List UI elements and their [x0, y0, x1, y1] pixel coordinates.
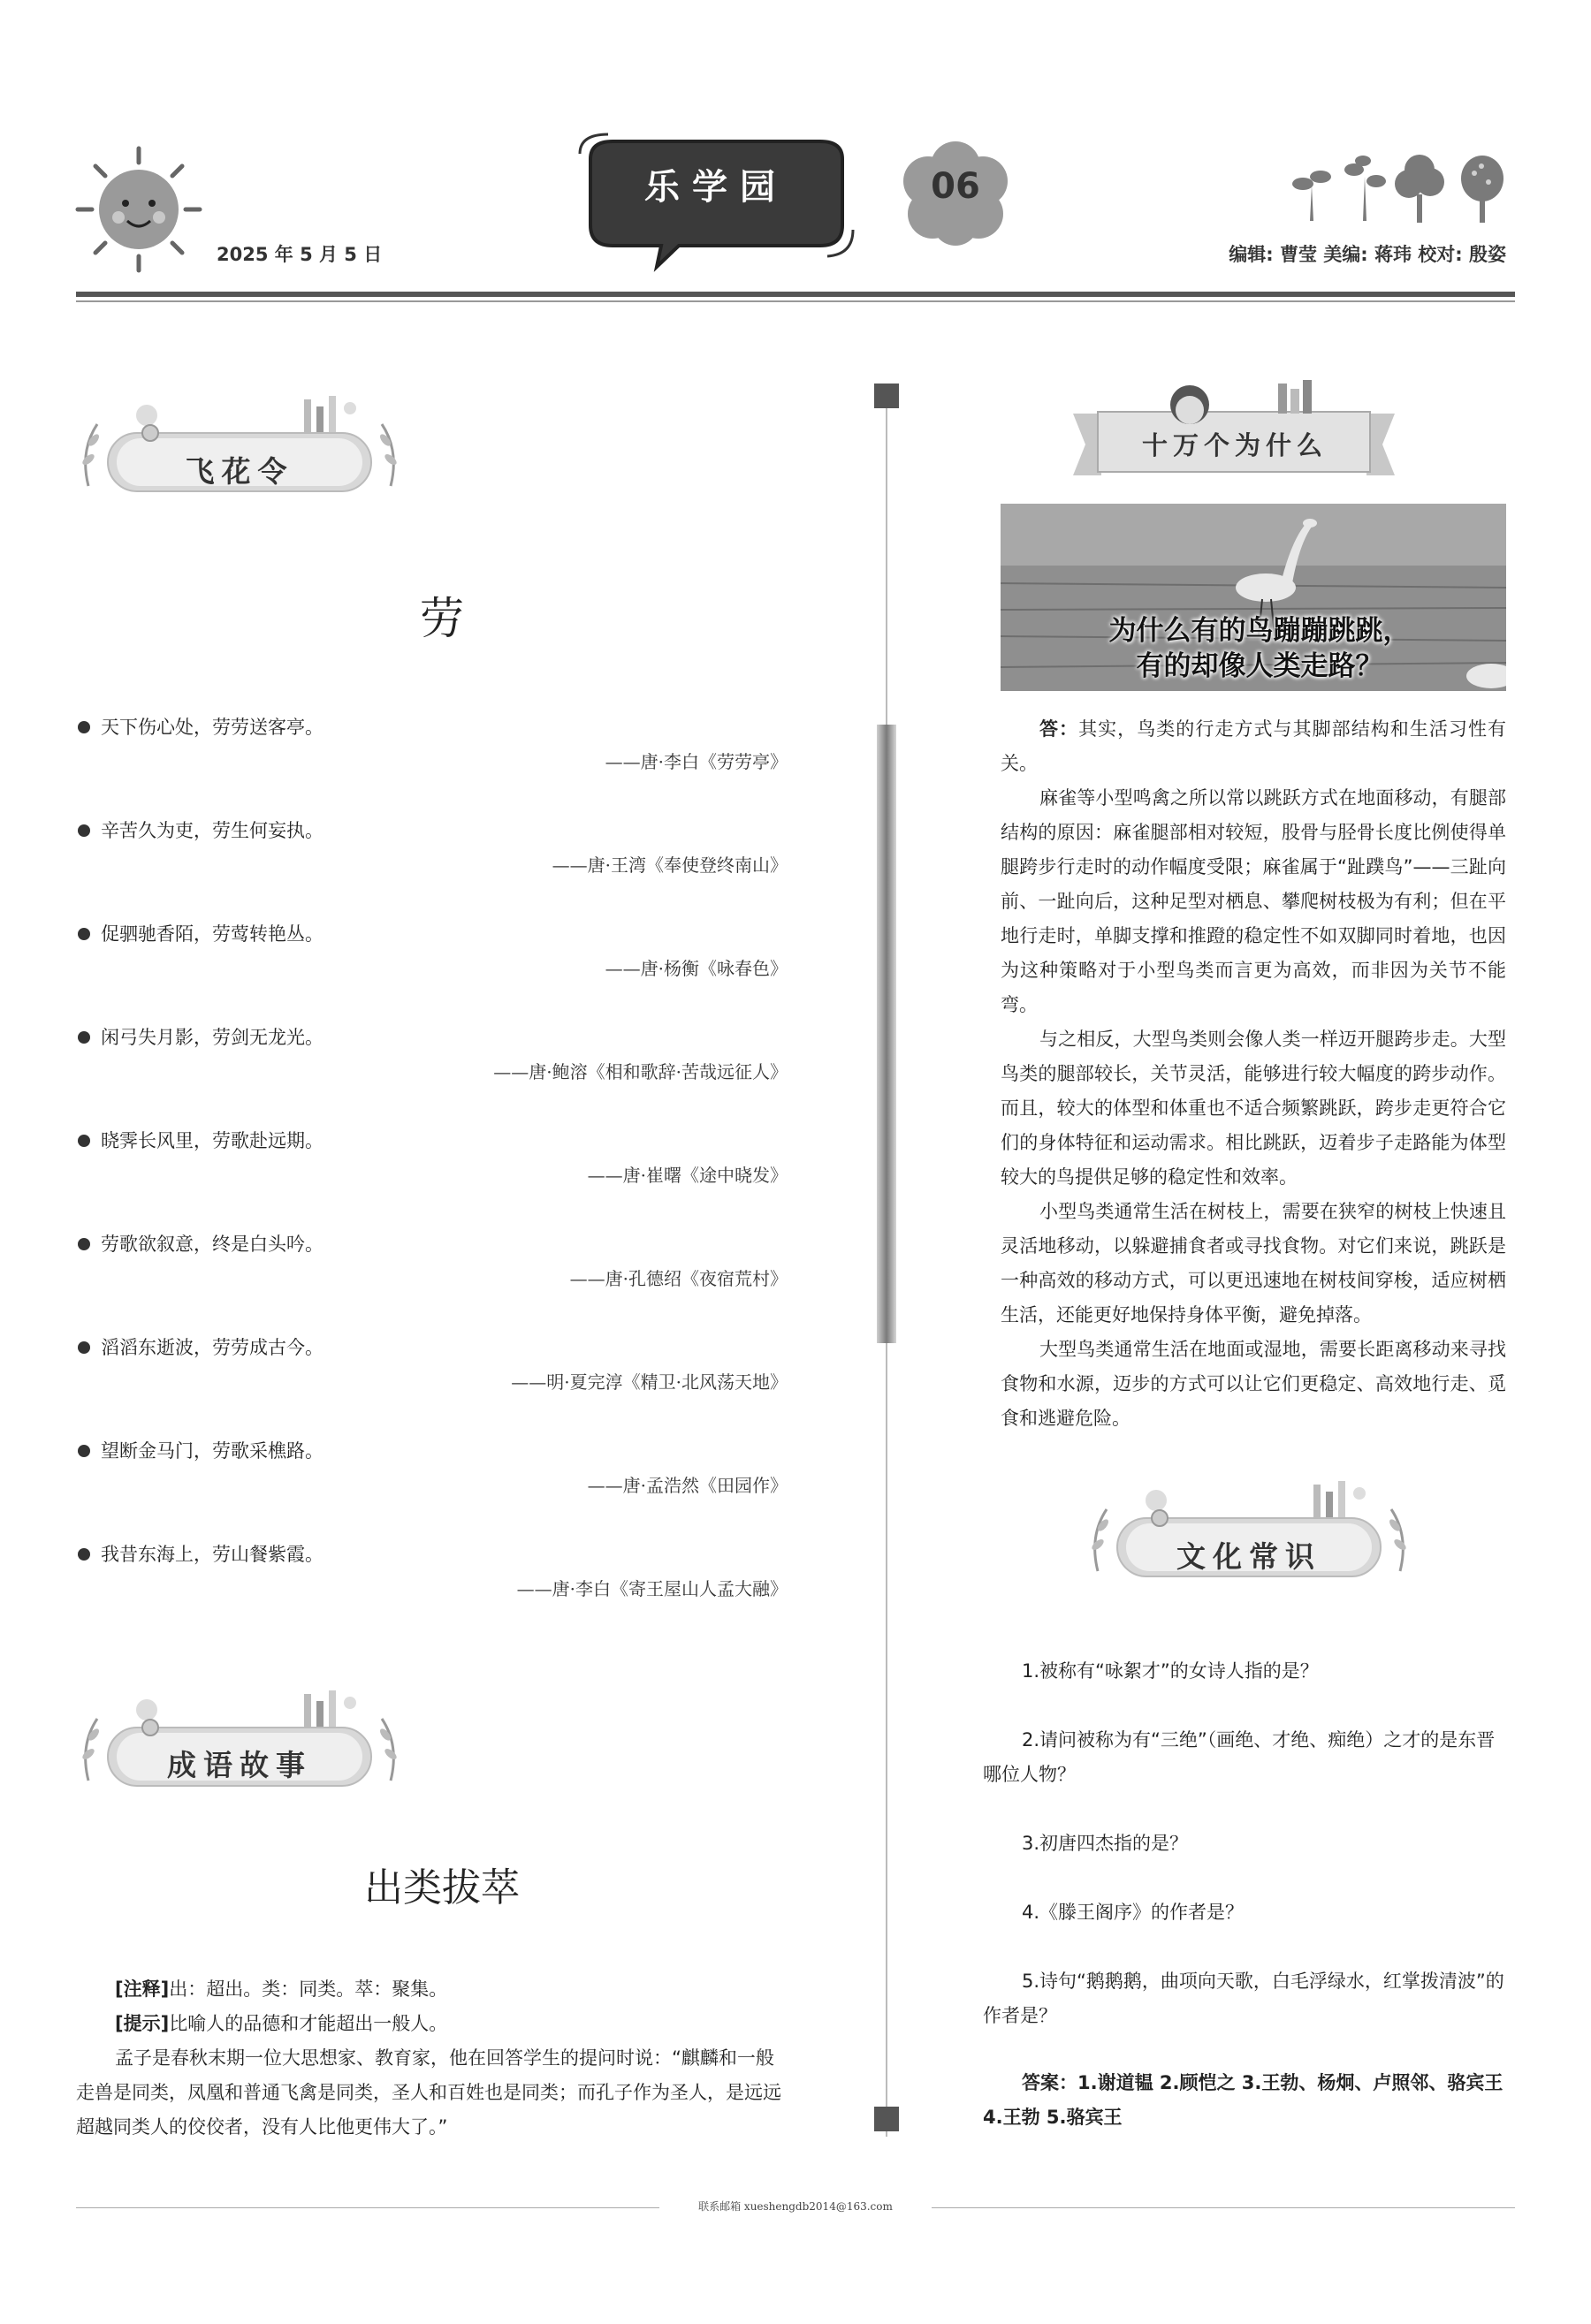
poem-line: 晓霁长风里，劳歌赴远期。 — [76, 1128, 788, 1154]
poem-item — [76, 1024, 788, 1128]
idiom-hint — [76, 2007, 788, 2041]
poem-list — [76, 714, 788, 1644]
poem-source: ——唐·鲍溶《相和歌辞·苦哉远征人》 — [493, 1061, 788, 1082]
photo-question-line1: 为什么有的鸟蹦蹦跳跳， — [1108, 615, 1411, 647]
quiz-question: 2.请问被称为有“三绝”（画绝、才绝、痴绝）之才的是东晋哪位人物？ — [983, 1729, 1496, 1785]
quiz-question: 5.诗句“鹅鹅鹅，曲项向天歌，白毛浮绿水，红掌拨清波”的作者是？ — [983, 1971, 1504, 2026]
quiz-question: 1.被称有“咏絮才”的女诗人指的是？ — [1022, 1660, 1319, 1682]
poem-line: 天下伤心处，劳劳送客亭。 — [76, 714, 788, 740]
section-title-culture: 文化常识 — [1176, 1539, 1321, 1574]
note-label: [注释] — [115, 1978, 170, 2000]
quiz-question: 3.初唐四杰指的是？ — [1022, 1833, 1189, 1854]
sun-icon — [72, 143, 205, 276]
article-paragraph: 小型鸟类通常生活在树枝上，需要在狭窄的树枝上快速且灵活地移动，以躲避捕食者或寻找食物。对它们来说，跳跃是一种高效的移动方式，可以更迅速地在树枝间穿梭，适应树栖生活，还能更好地保持身体平衡，避免掉落。 — [1001, 1201, 1506, 1325]
footer-contact: 联系邮箱 xueshengdb2014@163.com — [698, 2200, 893, 2213]
poem-line: 滔滔东逝波，劳劳成古今。 — [76, 1334, 788, 1361]
divider-square-top — [874, 384, 899, 408]
trees-icon — [1292, 150, 1513, 225]
answer-intro — [1001, 712, 1506, 781]
idiom-note — [76, 1972, 788, 2007]
answer-intro-text: 其实，鸟类的行走方式与其脚部结构和生活习性有关。 — [1001, 718, 1507, 774]
idiom-body — [76, 1972, 788, 2145]
poem-item — [76, 1541, 788, 1644]
poem-item — [76, 1334, 788, 1438]
article-paragraph: 与之相反，大型鸟类则会像人类一样迈开腿跨步走。大型鸟类的腿部较长，关节灵活，能够进行较大幅度的跨步动作。而且，较大的体型和体重也不适合频繁跳跃，跨步走更符合它们的身体特征和运动需求。相比跳跃，迈着步子走路能为体型较大的鸟提供足够的稳定性和效率。 — [1001, 1029, 1506, 1188]
hint-text: 比喻人的品德和才能超出一般人。 — [169, 2013, 448, 2034]
poem-source: ——唐·孟浩然《田园作》 — [587, 1475, 788, 1496]
idiom-title: 出类拔萃 — [364, 1865, 520, 1910]
section-title-feihualing: 飞花令 — [185, 454, 294, 489]
article-paragraph: 大型鸟类通常生活在地面或湿地，需要长距离移动来寻找食物和水源，迈步的方式可以让它们更稳定、高效地行走、觅食和逃避危险。 — [1001, 1339, 1506, 1429]
poem-source: ——唐·孔德绍《夜宿荒村》 — [569, 1268, 788, 1289]
poem-item — [76, 1231, 788, 1334]
culture-quiz — [983, 1654, 1506, 2068]
quiz-answers: 答案：1.谢道韫 2.顾恺之 3.王勃、杨炯、卢照邻、骆宾王 4.王勃 5.骆宾王 — [983, 2072, 1503, 2128]
poem-line: 我昔东海上，劳山餐紫霞。 — [76, 1541, 788, 1568]
poem-line: 辛苦久为吏，劳生何妄执。 — [76, 817, 788, 844]
feihualing-keyword: 劳 — [420, 593, 464, 644]
issue-date: 2025 年 5 月 5 日 — [217, 244, 383, 265]
poem-source: ——唐·杨衡《咏春色》 — [605, 958, 788, 979]
answer-label: 答： — [1039, 718, 1079, 740]
hint-label: [提示] — [115, 2013, 170, 2034]
article-paragraph: 麻雀等小型鸣禽之所以常以跳跃方式在地面移动，有腿部结构的原因：麻雀腿部相对较短，股骨与胫骨长度比例使得单腿跨步行走时的动作幅度受限；麻雀属于“趾蹼鸟”——三趾向前、一趾向后，这种足型对栖息、攀爬树枝极为有利；但在平地行走时，单脚支撑和推蹬的稳定性不如双脚同时着地，也因为这种策略对于小型鸟类而言更为高效，而非因为关节不能弯。 — [1001, 787, 1506, 1015]
poem-source: ——唐·李白《寄王屋山人孟大融》 — [516, 1578, 788, 1599]
quiz-question: 4.《滕王阁序》的作者是？ — [1022, 1902, 1245, 1923]
idiom-story: 孟子是春秋末期一位大思想家、教育家，他在回答学生的提问时说：“麒麟和一般走兽是同类，凤凰和普通飞禽是同类，圣人和百姓也是同类；而孔子作为圣人，是远远超越同类人的佼佼者，没有人比他更伟大了。” — [76, 2047, 781, 2138]
poem-item — [76, 921, 788, 1024]
section-title-whys: 十万个为什么 — [1141, 430, 1328, 460]
poem-item — [76, 714, 788, 817]
header-rule-thin — [76, 300, 1515, 302]
divider-square-bottom — [874, 2107, 899, 2131]
poem-item — [76, 1128, 788, 1231]
poem-line: 劳歌欲叙意，终是白头吟。 — [76, 1231, 788, 1257]
footer-rule-left — [76, 2207, 659, 2208]
note-text: 出：超出。类：同类。萃：聚集。 — [169, 1978, 448, 2000]
issue-number: 06 — [931, 166, 980, 207]
masthead-title: 乐学园 — [644, 167, 788, 208]
poem-source: ——唐·崔曙《途中晓发》 — [587, 1165, 788, 1186]
divider-shaded-bar — [877, 725, 896, 1343]
footer-rule-right — [932, 2207, 1515, 2208]
poem-line: 闲弓失月影，劳剑无龙光。 — [76, 1024, 788, 1051]
poem-line: 促驷驰香陌，劳莺转艳丛。 — [76, 921, 788, 947]
photo-question — [1052, 613, 1467, 684]
header-rule-thick — [76, 292, 1515, 297]
poem-item — [76, 817, 788, 921]
poem-item — [76, 1438, 788, 1541]
editor-credits: 编辑: 曹莹 美编: 蒋玮 校对: 殷姿 — [1229, 244, 1506, 265]
section-title-chengyu: 成语故事 — [167, 1748, 312, 1782]
poem-line: 望断金马门，劳歌采樵路。 — [76, 1438, 788, 1464]
poem-source: ——明·夏完淳《精卫·北风荡天地》 — [511, 1371, 788, 1393]
photo-question-line2: 有的却像人类走路？ — [1136, 650, 1383, 682]
science-article — [1001, 712, 1506, 1436]
poem-source: ——唐·王湾《奉使登终南山》 — [552, 854, 788, 876]
poem-source: ——唐·李白《劳劳亭》 — [605, 751, 788, 772]
